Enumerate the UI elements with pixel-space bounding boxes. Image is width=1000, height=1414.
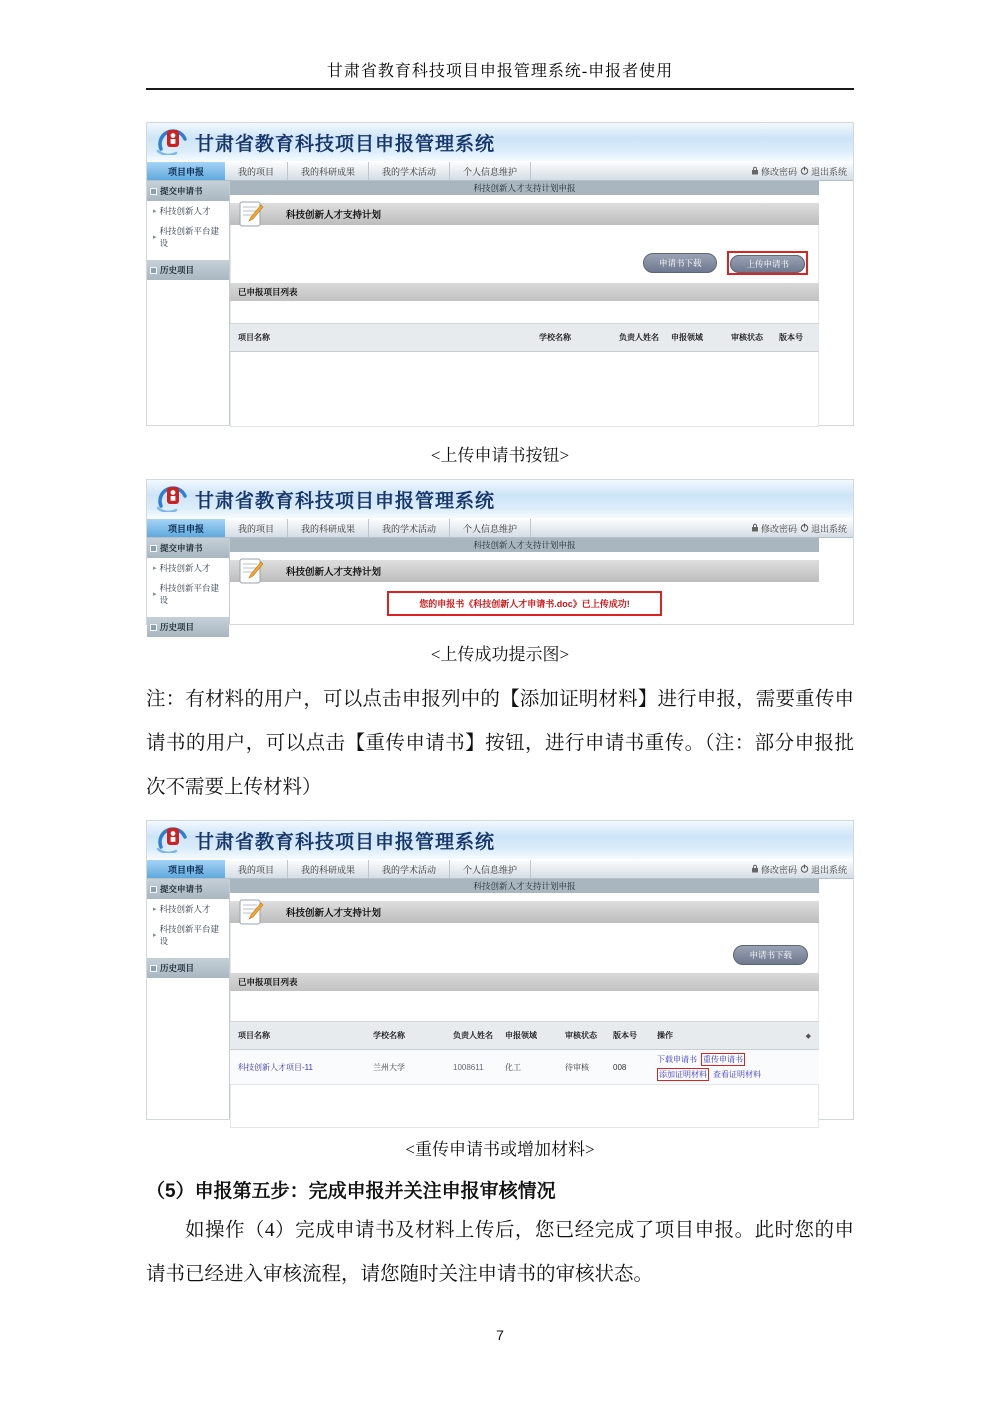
sidebar-item-platform-construction[interactable]: ▸ 科技创新平台建设 xyxy=(153,583,220,605)
app-logo-title: 甘肃省教育科技项目申报管理系统 xyxy=(195,490,496,512)
app-banner xyxy=(147,821,853,859)
content-title-bar: 科技创新人才支持计划申报 xyxy=(230,879,819,893)
review-status-cell: 待审核 xyxy=(565,1062,589,1072)
sidebar-item-innovation-talent[interactable]: ▸ 科技创新人才 xyxy=(153,206,211,216)
step5-heading: （5）申报第五步：完成申报并关注申报审核情况 xyxy=(146,1181,556,1202)
app-banner xyxy=(147,480,853,518)
change-password-link[interactable]: 修改密码 xyxy=(751,522,797,535)
application-field-cell: 化工 xyxy=(505,1062,521,1072)
project-name-link[interactable]: 科技创新人才项目-11 xyxy=(238,1062,313,1072)
square-bullet-icon xyxy=(150,188,157,195)
action-panel xyxy=(230,225,819,283)
col-leader-name: 负责人姓名 xyxy=(619,333,659,342)
square-bullet-icon xyxy=(150,545,157,552)
download-application-button[interactable]: 申请书下载 xyxy=(733,945,808,965)
nav-tab-my-research-results[interactable]: 我的科研成果 xyxy=(288,519,369,537)
nav-tab-my-academic-activities[interactable]: 我的学术活动 xyxy=(369,860,450,878)
col-leader-name: 负责人姓名 xyxy=(453,1031,493,1040)
sidebar-group-history[interactable]: 历史项目 xyxy=(147,617,229,637)
arrow-bullet-icon: ▸ xyxy=(153,234,157,241)
arrow-bullet-icon: ▸ xyxy=(153,565,157,572)
upload-success-message: 您的申报书《科技创新人才申请书.doc》已上传成功! xyxy=(387,591,662,616)
nav-tab-my-projects[interactable]: 我的项目 xyxy=(225,162,288,180)
nav-tab-my-academic-activities[interactable]: 我的学术活动 xyxy=(369,162,450,180)
section-title-bar: 科技创新人才支持计划 xyxy=(230,901,819,923)
sidebar-item-innovation-talent[interactable]: ▸ 科技创新人才 xyxy=(153,563,211,573)
projects-table-header xyxy=(230,323,819,352)
col-project-name: 项目名称 xyxy=(238,1031,270,1040)
logout-link[interactable]: 退出系统 xyxy=(800,863,847,876)
col-version: 版本号 xyxy=(779,333,803,342)
app-logo-icon xyxy=(155,482,189,517)
table-row-project xyxy=(230,1050,819,1085)
sidebar-group-submit: 提交申请书 xyxy=(147,879,229,899)
app-sidebar xyxy=(147,181,230,425)
sidebar-group-history[interactable]: 历史项目 xyxy=(147,260,229,280)
caption-upload-button: <上传申请书按钮> xyxy=(430,446,570,465)
arrow-bullet-icon: ▸ xyxy=(153,906,157,913)
col-review-status: 审核状态 xyxy=(565,1031,597,1040)
nav-tab-my-projects[interactable]: 我的项目 xyxy=(225,519,288,537)
lock-icon xyxy=(751,523,759,534)
sidebar-group-history[interactable]: 历史项目 xyxy=(147,958,229,978)
nav-tab-my-projects[interactable]: 我的项目 xyxy=(225,860,288,878)
document-page xyxy=(146,0,854,1343)
nav-tab-project-apply[interactable]: 项目申报 xyxy=(147,860,225,878)
embedded-screenshot-upload-button xyxy=(146,122,854,426)
submitted-projects-list-title: 已申报项目列表 xyxy=(230,283,819,301)
nav-tab-my-academic-activities[interactable]: 我的学术活动 xyxy=(369,519,450,537)
square-bullet-icon xyxy=(150,886,157,893)
nav-tab-personal-info[interactable]: 个人信息维护 xyxy=(450,519,531,537)
app-logo-icon xyxy=(155,823,189,858)
nav-tab-personal-info[interactable]: 个人信息维护 xyxy=(450,860,531,878)
app-nav xyxy=(147,518,853,538)
square-bullet-icon xyxy=(150,624,157,631)
app-logo-title: 甘肃省教育科技项目申报管理系统 xyxy=(195,831,496,853)
nav-tab-project-apply[interactable]: 项目申报 xyxy=(147,162,225,180)
col-school-name: 学校名称 xyxy=(373,1031,405,1040)
upload-application-button[interactable]: 上传申请书 xyxy=(730,255,805,273)
col-application-field: 申报领域 xyxy=(505,1031,537,1040)
power-icon xyxy=(800,864,809,875)
reupload-application-link[interactable]: 重传申请书 xyxy=(703,1055,743,1064)
lock-icon xyxy=(751,166,759,177)
version-cell: 008 xyxy=(613,1062,627,1072)
operations-cell xyxy=(653,1050,819,1084)
section-title-bar: 科技创新人才支持计划 xyxy=(230,203,819,225)
app-sidebar xyxy=(147,879,230,1119)
document-header-title: 甘肃省教育科技项目申报管理系统-申报者使用 xyxy=(146,58,854,90)
embedded-screenshot-reupload-materials xyxy=(146,820,854,1120)
submitted-projects-list-title: 已申报项目列表 xyxy=(230,973,819,991)
col-application-field: 申报领域 xyxy=(671,333,703,342)
red-highlight-box xyxy=(657,1068,709,1081)
arrow-bullet-icon: ▸ xyxy=(153,591,157,598)
app-nav xyxy=(147,161,853,181)
nav-tab-personal-info[interactable]: 个人信息维护 xyxy=(450,162,531,180)
nav-tab-my-research-results[interactable]: 我的科研成果 xyxy=(288,860,369,878)
col-review-status: 审核状态 xyxy=(731,333,763,342)
content-title-bar: 科技创新人才支持计划申报 xyxy=(230,181,819,195)
caption-reupload-materials: <重传申请书或增加材料> xyxy=(405,1140,595,1159)
lock-icon xyxy=(751,864,759,875)
sort-diamond-icon[interactable]: ◆ xyxy=(805,1032,811,1040)
col-school-name: 学校名称 xyxy=(539,333,571,342)
app-logo-title: 甘肃省教育科技项目申报管理系统 xyxy=(195,133,496,155)
note-paragraph: 注：有材料的用户，可以点击申报列中的【添加证明材料】进行申报，需要重传申请书的用户，可以点击【重传申请书】按钮，进行申请书重传。（注：部分申报批次不需要上传材料） xyxy=(146,689,854,798)
leader-name-cell: 1008611 xyxy=(453,1062,484,1072)
red-highlight-box xyxy=(701,1053,745,1066)
nav-tab-project-apply[interactable]: 项目申报 xyxy=(147,519,225,537)
content-title-bar: 科技创新人才支持计划申报 xyxy=(230,538,819,552)
page-number: 7 xyxy=(496,1327,504,1343)
arrow-bullet-icon: ▸ xyxy=(153,208,157,215)
app-banner xyxy=(147,123,853,161)
app-sidebar xyxy=(147,538,230,632)
embedded-screenshot-upload-success xyxy=(146,479,854,632)
app-nav xyxy=(147,859,853,879)
col-project-name: 项目名称 xyxy=(238,333,270,342)
sidebar-group-submit: 提交申请书 xyxy=(147,181,229,201)
arrow-bullet-icon: ▸ xyxy=(153,932,157,939)
nav-user-actions xyxy=(751,860,853,878)
app-logo-icon xyxy=(155,125,189,160)
red-highlight-box xyxy=(727,251,808,275)
step5-paragraph: 如操作（4）完成申请书及材料上传后，您已经完成了项目申报。此时您的申请书已经进入审核流程，请您随时关注申请书的审核状态。 xyxy=(146,1220,854,1285)
square-bullet-icon xyxy=(150,267,157,274)
sidebar-item-platform-construction[interactable]: ▸ 科技创新平台建设 xyxy=(153,924,220,946)
change-password-link[interactable]: 修改密码 xyxy=(751,165,797,178)
section-title-bar: 科技创新人才支持计划 xyxy=(230,560,819,582)
action-panel xyxy=(230,923,819,973)
logout-link[interactable]: 退出系统 xyxy=(800,165,847,178)
notepad-pencil-icon xyxy=(238,555,264,590)
col-operations: 操作 xyxy=(657,1031,673,1040)
download-application-button[interactable]: 申请书下载 xyxy=(643,253,718,273)
add-proof-materials-link[interactable]: 添加证明材料 xyxy=(659,1070,707,1079)
sidebar-item-innovation-talent[interactable]: ▸ 科技创新人才 xyxy=(153,904,211,914)
sidebar-group-submit: 提交申请书 xyxy=(147,538,229,558)
sidebar-item-platform-construction[interactable]: ▸ 科技创新平台建设 xyxy=(153,226,220,248)
nav-tab-my-research-results[interactable]: 我的科研成果 xyxy=(288,162,369,180)
view-proof-materials-link[interactable]: 查看证明材料 xyxy=(713,1070,761,1079)
logout-link[interactable]: 退出系统 xyxy=(800,522,847,535)
square-bullet-icon xyxy=(150,965,157,972)
col-version: 版本号 xyxy=(613,1031,637,1040)
power-icon xyxy=(800,166,809,177)
change-password-link[interactable]: 修改密码 xyxy=(751,863,797,876)
nav-user-actions xyxy=(751,519,853,537)
nav-user-actions xyxy=(751,162,853,180)
download-application-link[interactable]: 下载申请书 xyxy=(657,1055,697,1064)
school-name-cell: 兰州大学 xyxy=(373,1062,405,1072)
projects-table-header xyxy=(230,1021,819,1050)
power-icon xyxy=(800,523,809,534)
caption-upload-success: <上传成功提示图> xyxy=(430,645,570,664)
